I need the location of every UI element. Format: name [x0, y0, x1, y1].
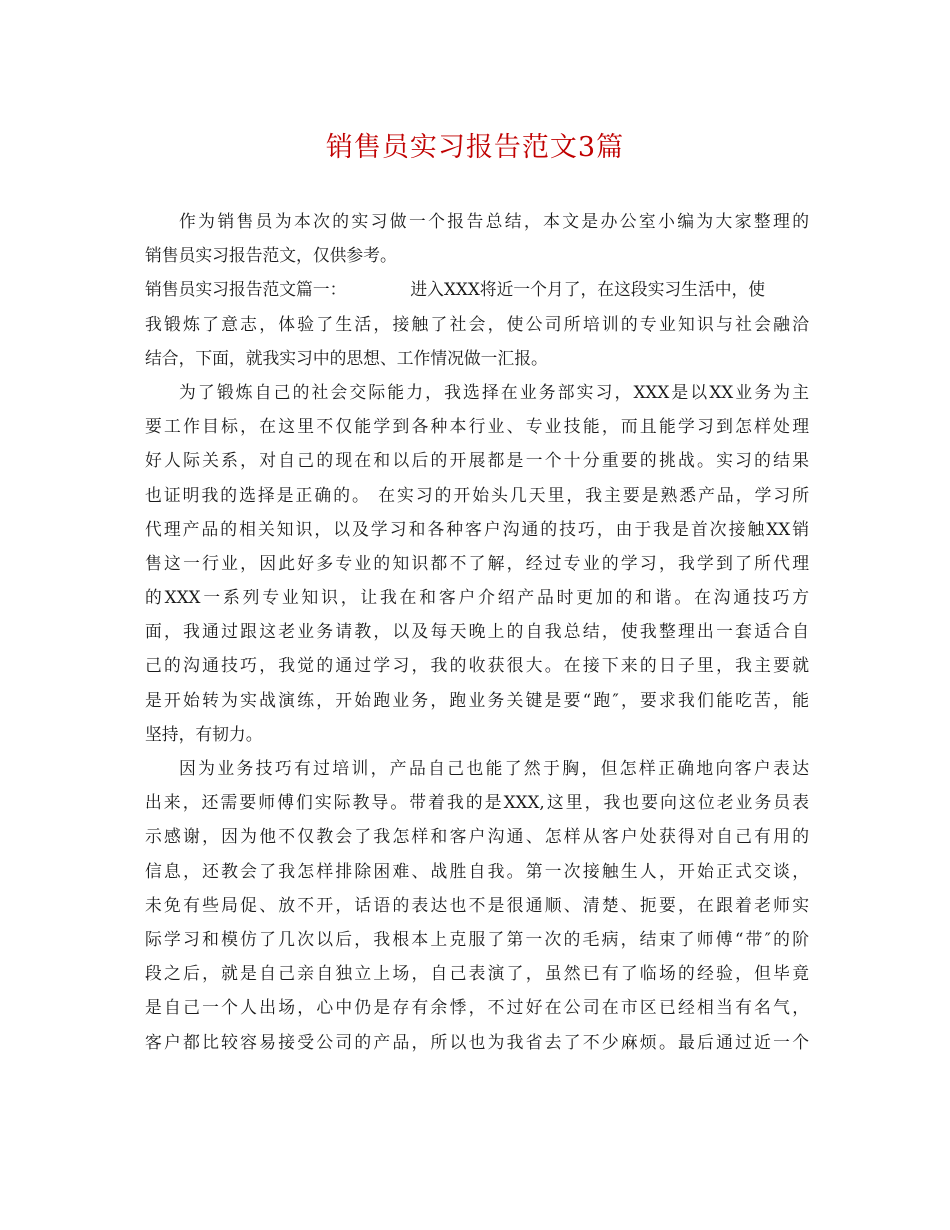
paragraph-line: 未免有些局促、放不开，话语的表达也不是很通顺、清楚、扼要，在跟着老师实	[145, 894, 809, 915]
paragraph-line-with-heading	[145, 272, 809, 306]
section-heading: 销售员实习报告范文篇一：	[145, 279, 347, 300]
paragraph-line: 己的沟通技巧，我觉的通过学习，我的收获很大。在接下来的日子里，我主要就	[145, 655, 809, 676]
paragraph-line: 段之后，就是自己亲自独立上场，自己表演了，虽然已有了临场的经验，但毕竟	[145, 963, 809, 984]
paragraph-line: 也证明我的选择是正确的。 在实习的开始头几天里，我主要是熟悉产品，学习所	[145, 484, 809, 505]
paragraph-line: 际学习和模仿了几次以后，我根本上克服了第一次的毛病，结束了师傅“带″的阶	[145, 928, 809, 949]
paragraph-line: 售这一行业，因此好多专业的知识都不了解，经过专业的学习，我学到了所代理	[145, 552, 809, 573]
document-title: 销售员实习报告范文3篇	[325, 132, 625, 163]
paragraph-line: 销售员实习报告范文，仅供参考。	[145, 245, 397, 266]
paragraph-line: 客户都比较容易接受公司的产品，所以也为我省去了不少麻烦。最后通过近一个	[145, 1031, 809, 1052]
paragraph-line: 面，我通过跟这老业务请教，以及每天晚上的自我总结，使我整理出一套适合自	[145, 621, 809, 642]
paragraph-text: 进入XXX将近一个月了，在这段实习生活中，使	[410, 279, 766, 300]
paragraph-line: 作为销售员为本次的实习做一个报告总结，本文是办公室小编为大家整理的	[179, 211, 809, 231]
paragraph-line: 因为业务技巧有过培训，产品自己也能了然于胸，但怎样正确地向客户表达	[179, 758, 809, 778]
paragraph-line: 示感谢，因为他不仅教会了我怎样和客户沟通、怎样从客户处获得对自己有用的	[145, 826, 809, 847]
paragraph-line: 是开始转为实战演练，开始跑业务，跑业务关键是要“跑″，要求我们能吃苦，能	[145, 689, 809, 710]
paragraph-line: 的XXX一系列专业知识，让我在和客户介绍产品时更加的和谐。在沟通技巧方	[145, 587, 809, 608]
document-body	[145, 204, 809, 1059]
paragraph-line: 出来，还需要师傅们实际教导。带着我的是XXX,这里，我也要向这位老业务员表	[145, 792, 809, 813]
paragraph-line: 结合，下面，就我实习中的思想、工作情况做一汇报。	[145, 347, 548, 368]
paragraph-line: 代理产品的相关知识，以及学习和各种客户沟通的技巧，由于我是首次接触XX销	[145, 518, 809, 539]
paragraph-line: 信息，还教会了我怎样排除困难、战胜自我。第一次接触生人，开始正式交谈，	[145, 860, 809, 881]
paragraph-line: 是自己一个人出场，心中仍是存有余悸，不过好在公司在市区已经相当有名气，	[145, 997, 809, 1018]
paragraph-line: 我锻炼了意志，体验了生活，接触了社会，使公司所培训的专业知识与社会融洽	[145, 313, 809, 334]
paragraph-line: 好人际关系，对自己的现在和以后的开展都是一个十分重要的挑战。实习的结果	[145, 450, 809, 471]
paragraph-line: 为了锻炼自己的社会交际能力，我选择在业务部实习，XXX是以XX业务为主	[179, 381, 809, 402]
paragraph-line: 坚持，有韧力。	[145, 723, 263, 744]
paragraph-line: 要工作目标，在这里不仅能学到各种本行业、专业技能，而且能学习到怎样处理	[145, 416, 809, 437]
